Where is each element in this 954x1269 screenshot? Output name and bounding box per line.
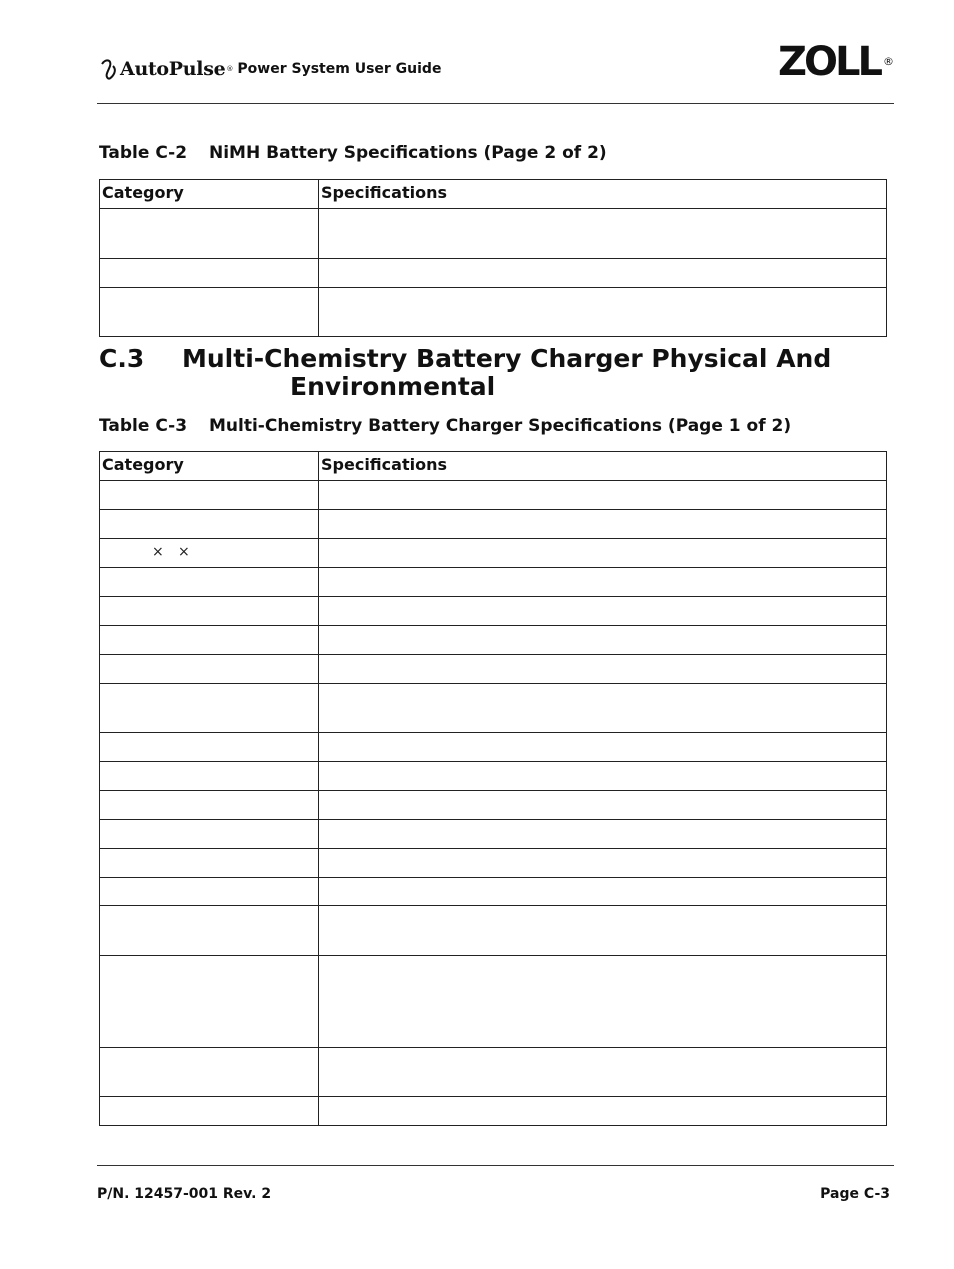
table-header-row <box>100 452 887 481</box>
table-cell <box>319 733 887 762</box>
table-row <box>100 762 887 791</box>
table-cell <box>100 849 319 878</box>
table-cell <box>100 1048 319 1097</box>
table-cell <box>319 1048 887 1097</box>
autopulse-swirl-icon <box>100 58 118 80</box>
table-c2-caption <box>99 143 607 163</box>
table-cell <box>319 259 887 288</box>
column-header-category: Category <box>100 452 319 481</box>
table-row <box>100 259 887 288</box>
table-row <box>100 568 887 597</box>
table-row <box>100 733 887 762</box>
table-c3-caption <box>99 416 791 436</box>
table-cell <box>319 684 887 733</box>
dimension-separator: × <box>152 544 164 560</box>
table-row <box>100 597 887 626</box>
table-row <box>100 956 887 1048</box>
header-rule <box>97 103 894 104</box>
brand-registered-mark: ® <box>226 65 234 73</box>
table-cell <box>319 762 887 791</box>
table-row <box>100 1048 887 1097</box>
table-cell <box>100 684 319 733</box>
table-cell <box>319 626 887 655</box>
table-row <box>100 655 887 684</box>
part-number: P/N. 12457-001 Rev. 2 <box>97 1186 272 1202</box>
table-c3 <box>99 451 887 1126</box>
table-row <box>100 510 887 539</box>
table-cell <box>100 209 319 259</box>
table-cell <box>319 791 887 820</box>
table-cell <box>100 568 319 597</box>
footer-rule <box>97 1165 894 1166</box>
table-cell <box>100 259 319 288</box>
table-row <box>100 849 887 878</box>
table-header-row <box>100 180 887 209</box>
table-c3-number: Table C-3 <box>99 416 188 436</box>
table-cell <box>319 655 887 684</box>
table-cell <box>100 597 319 626</box>
section-heading <box>99 345 831 401</box>
table-cell <box>319 906 887 956</box>
table-cell <box>100 878 319 906</box>
table-cell-dimensions <box>100 539 319 568</box>
table-row <box>100 906 887 956</box>
table-row <box>100 878 887 906</box>
table-cell <box>100 626 319 655</box>
section-number: C.3 <box>99 344 145 373</box>
table-cell <box>100 510 319 539</box>
column-header-specifications: Specifications <box>319 180 887 209</box>
zoll-registered-mark: ® <box>883 55 894 68</box>
table-cell <box>100 762 319 791</box>
table-row <box>100 481 887 510</box>
table-row <box>100 626 887 655</box>
table-row <box>100 539 887 568</box>
table-cell <box>319 481 887 510</box>
table-cell <box>100 820 319 849</box>
section-title-line2: Environmental <box>290 372 496 401</box>
table-cell <box>319 849 887 878</box>
dimension-separator: × <box>178 544 190 560</box>
section-title-line1: Multi-Chemistry Battery Charger Physical And <box>182 344 832 373</box>
page-number: Page C-3 <box>820 1186 890 1202</box>
table-cell <box>319 209 887 259</box>
table-cell <box>319 1097 887 1126</box>
table-c2-number: Table C-2 <box>99 143 188 163</box>
table-row <box>100 791 887 820</box>
table-cell <box>100 1097 319 1126</box>
zoll-logo <box>778 40 894 84</box>
table-row <box>100 209 887 259</box>
table-cell <box>319 288 887 337</box>
table-cell <box>319 510 887 539</box>
table-row <box>100 1097 887 1126</box>
guide-title: Power System User Guide <box>237 61 442 77</box>
table-cell <box>100 733 319 762</box>
column-header-category: Category <box>100 180 319 209</box>
brand-name: AutoPulse <box>120 58 226 80</box>
table-cell <box>100 956 319 1048</box>
table-row <box>100 820 887 849</box>
table-cell <box>319 820 887 849</box>
table-cell <box>100 288 319 337</box>
table-cell <box>319 597 887 626</box>
table-cell <box>319 568 887 597</box>
table-c3-title: Multi-Chemistry Battery Charger Specifications (Page 1 of 2) <box>209 416 792 436</box>
table-cell <box>100 655 319 684</box>
table-cell <box>100 481 319 510</box>
table-cell <box>319 878 887 906</box>
column-header-specifications: Specifications <box>319 452 887 481</box>
table-c2-title: NiMH Battery Specifications (Page 2 of 2) <box>209 143 607 163</box>
header-logo <box>100 56 441 82</box>
table-cell <box>100 791 319 820</box>
table-cell <box>100 906 319 956</box>
table-cell <box>319 956 887 1048</box>
table-c2 <box>99 179 887 337</box>
table-row <box>100 288 887 337</box>
table-row <box>100 684 887 733</box>
table-cell <box>319 539 887 568</box>
zoll-logo-text: ZOLL <box>778 39 880 85</box>
